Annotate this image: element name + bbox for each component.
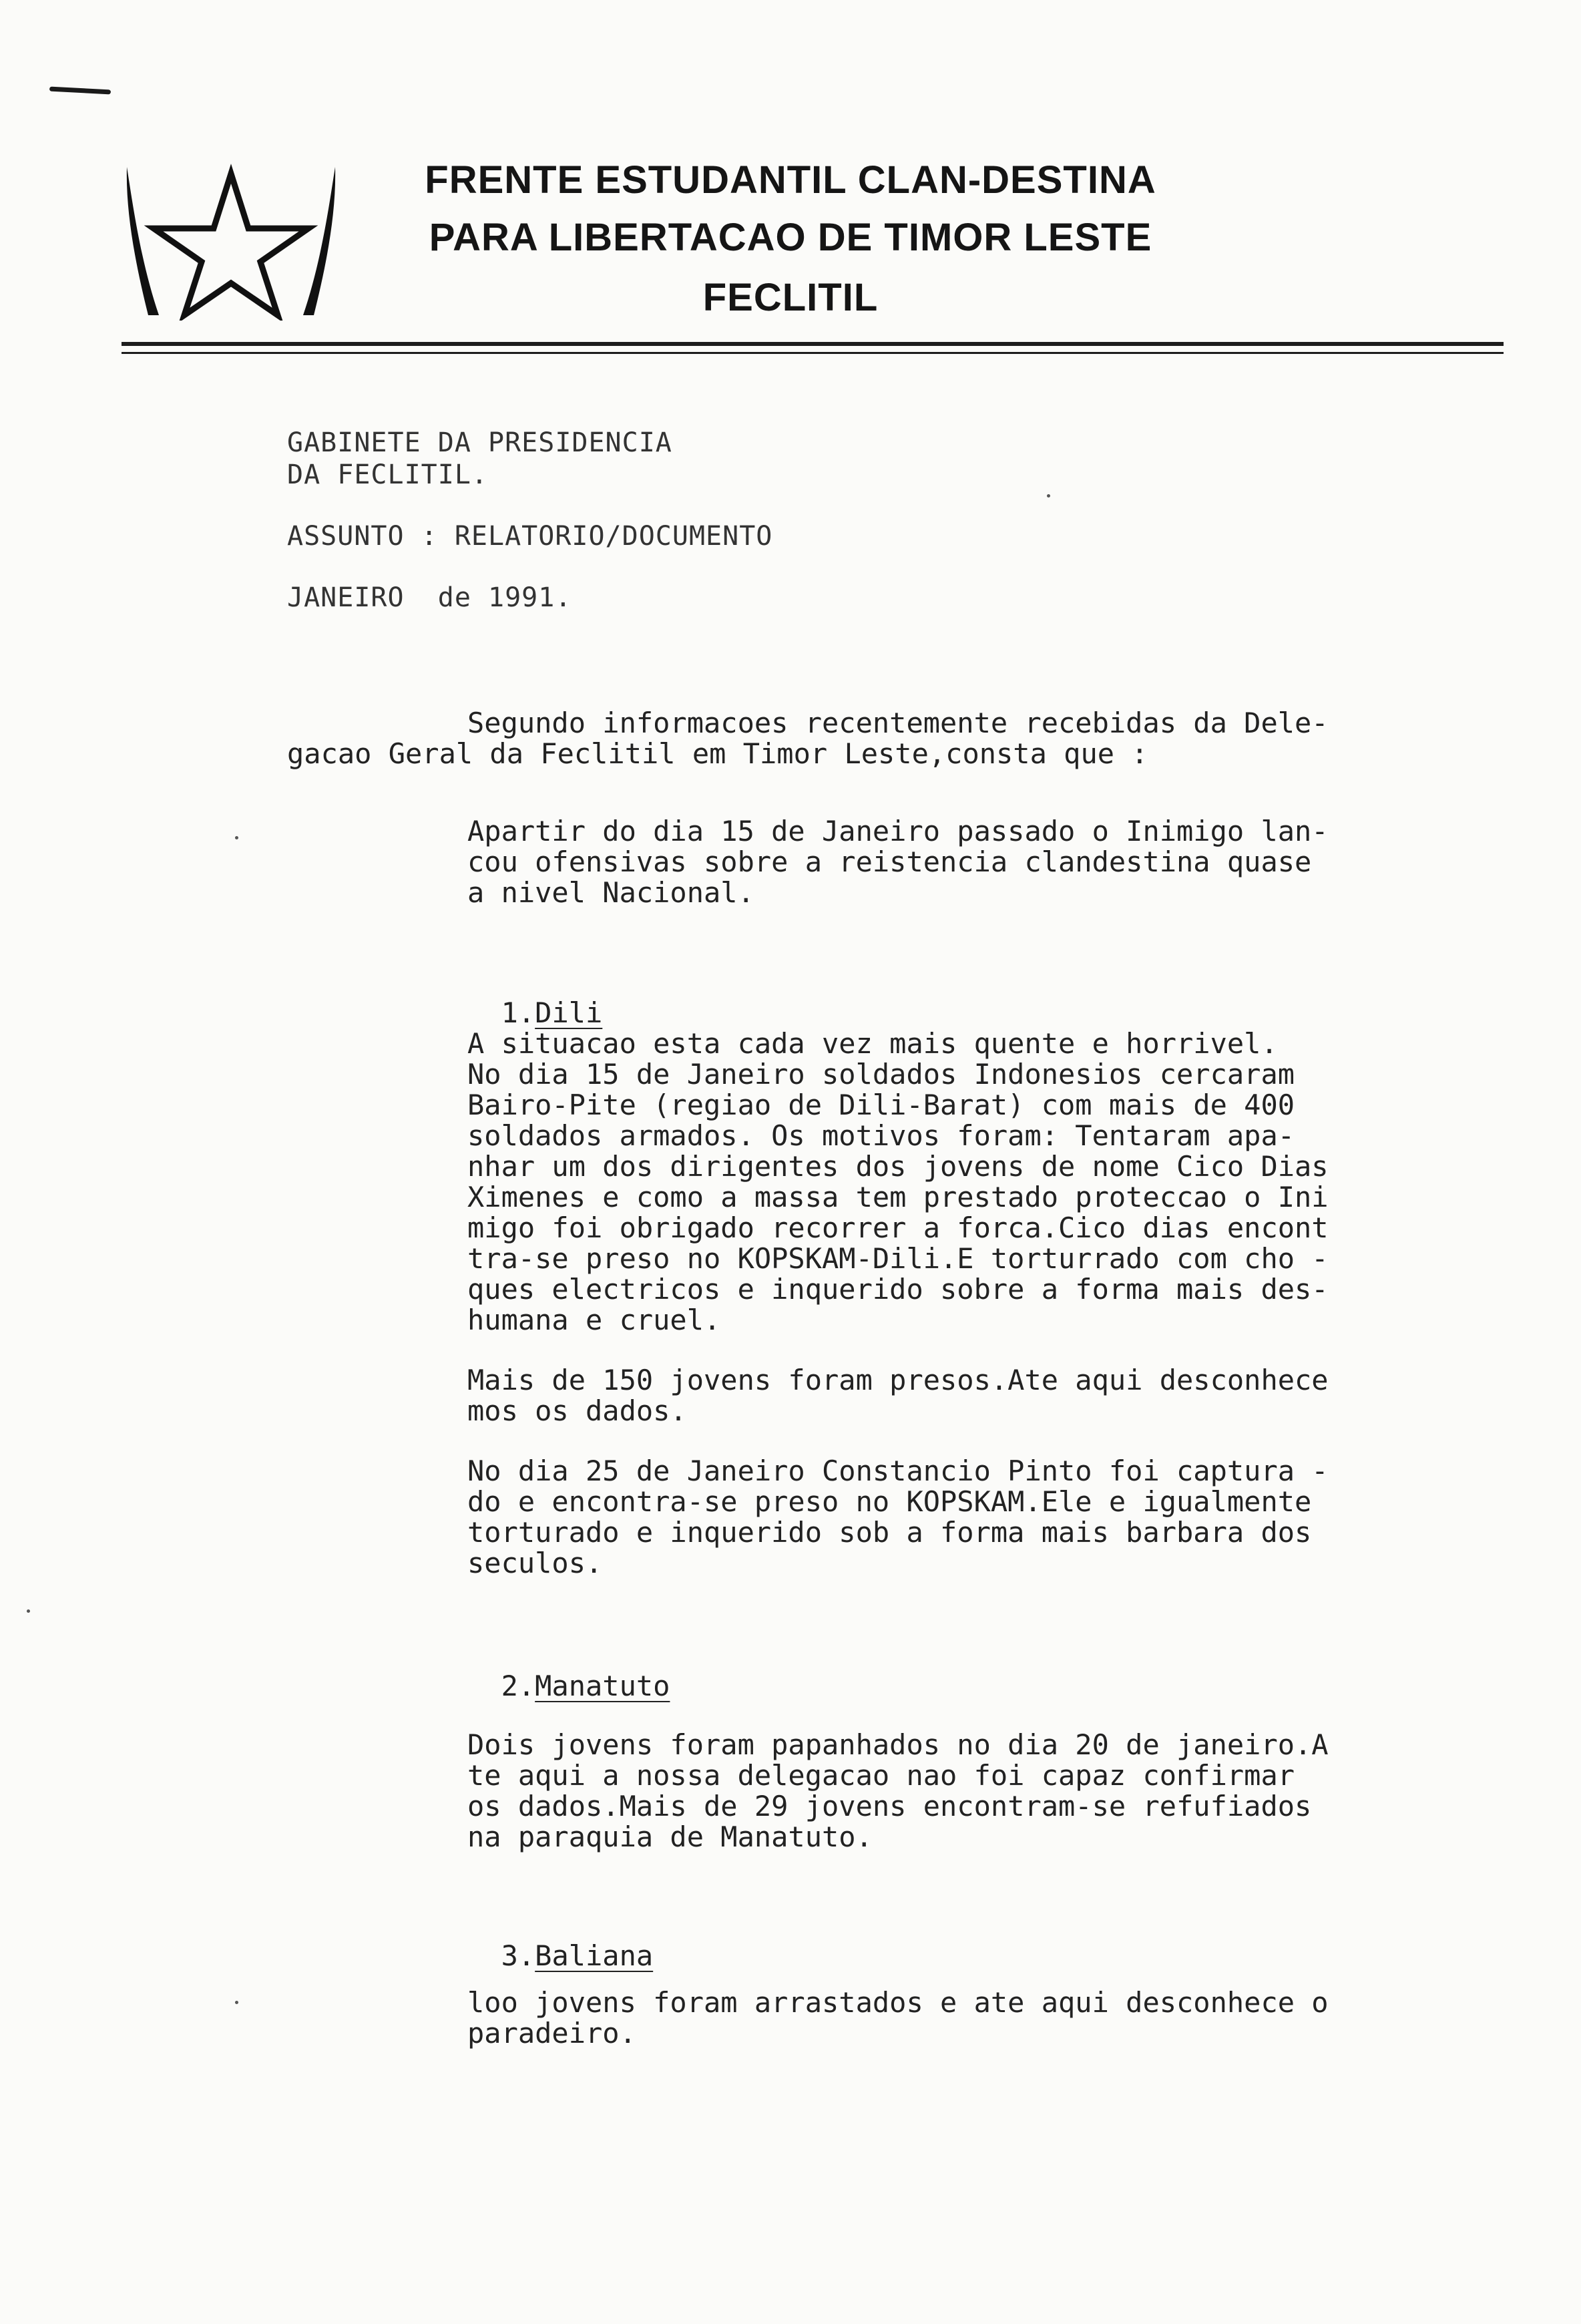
text-line: torturado e inquerido sob a forma mais barbara dos: [467, 1516, 1312, 1549]
text-line: Bairo-Pite (regiao de Dili-Barat) com mais de 400: [467, 1089, 1295, 1121]
intro-line-1: Segundo informacoes recentemente recebidas da Dele-: [467, 707, 1329, 739]
text-line: ques electricos e inquerido sobre a forma mais des-: [467, 1273, 1329, 1306]
dili-paragraph-1: [467, 1028, 1329, 1336]
text-line: tra-se preso no KOPSKAM-Dili.E torturrado com cho -: [467, 1242, 1329, 1275]
text-line: humana e cruel.: [467, 1304, 721, 1336]
text-line: os dados.Mais de 29 jovens encontram-se refufiados: [467, 1790, 1312, 1822]
section-number: 3.: [501, 1939, 535, 1972]
scan-speck: [235, 2001, 238, 2004]
text-line: Apartir do dia 15 de Janeiro passado o Inimigo lan-: [467, 815, 1329, 847]
section-number: 1.: [501, 996, 535, 1029]
stray-pen-mark: [49, 87, 111, 95]
baliana-paragraph-1: [467, 1987, 1329, 2049]
text-line: Mais de 150 jovens foram presos.Ate aqui desconhece: [467, 1364, 1329, 1396]
section-title: Baliana: [535, 1939, 654, 1972]
manatuto-paragraph-1: [467, 1730, 1329, 1853]
text-line: nhar um dos dirigentes dos jovens de nome Cico Dias: [467, 1150, 1329, 1183]
text-line: loo jovens foram arrastados e ate aqui desconhece o: [467, 1986, 1329, 2019]
text-line: a nivel Nacional.: [467, 876, 754, 909]
dili-paragraph-3: [467, 1456, 1329, 1579]
intro-line-2: gacao Geral da Feclitil em Timor Leste,consta que :: [287, 737, 1148, 770]
text-line: No dia 15 de Janeiro soldados Indonesios cercaram: [467, 1058, 1295, 1091]
scan-speck: [1047, 494, 1050, 498]
section-title: Manatuto: [535, 1670, 670, 1702]
scan-speck: [235, 836, 238, 839]
text-line: No dia 25 de Janeiro Constancio Pinto foi captura -: [467, 1455, 1329, 1487]
date-line: JANEIRO de 1991.: [287, 582, 572, 613]
text-line: A situacao esta cada vez mais quente e horrivel.: [467, 1027, 1278, 1060]
office-line-2: DA FECLITIL.: [287, 459, 488, 490]
text-line: Dois jovens foram papanhados no dia 20 de janeiro.A: [467, 1728, 1329, 1761]
text-line: paradeiro.: [467, 2017, 636, 2050]
text-line: Ximenes e como a massa tem prestado proteccao o Ini: [467, 1181, 1329, 1213]
org-acronym: FECLITIL: [702, 276, 879, 319]
section-heading-baliana: [467, 1910, 653, 1971]
scan-speck: [27, 1609, 30, 1613]
section-heading-dili: [467, 967, 602, 1028]
subject-line: ASSUNTO : RELATORIO/DOCUMENTO: [287, 521, 773, 552]
text-line: migo foi obrigado recorrer a forca.Cico dias encont: [467, 1211, 1329, 1244]
dili-paragraph-2: [467, 1365, 1329, 1426]
header-rule-bottom: [122, 352, 1504, 354]
summary-paragraph: [467, 816, 1329, 908]
office-line-1: GABINETE DA PRESIDENCIA: [287, 427, 672, 458]
org-name-line-2: PARA LIBERTACAO DE TIMOR LESTE: [429, 216, 1152, 259]
section-title: Dili: [535, 996, 603, 1029]
text-line: cou ofensivas sobre a reistencia clandestina quase: [467, 845, 1312, 878]
text-line: mos os dados.: [467, 1394, 687, 1427]
text-line: te aqui a nossa delegacao nao foi capaz confirmar: [467, 1759, 1295, 1792]
text-line: do e encontra-se preso no KOPSKAM.Ele e igualmente: [467, 1485, 1312, 1518]
section-heading-manatuto: [467, 1640, 670, 1702]
text-line: seculos.: [467, 1547, 603, 1579]
org-name-line-1: FRENTE ESTUDANTIL CLAN-DESTINA: [425, 158, 1156, 202]
header-rule-top: [122, 342, 1504, 346]
section-number: 2.: [501, 1670, 535, 1702]
text-line: na paraquia de Manatuto.: [467, 1820, 873, 1853]
text-line: soldados armados. Os motivos foram: Tentaram apa-: [467, 1119, 1295, 1152]
